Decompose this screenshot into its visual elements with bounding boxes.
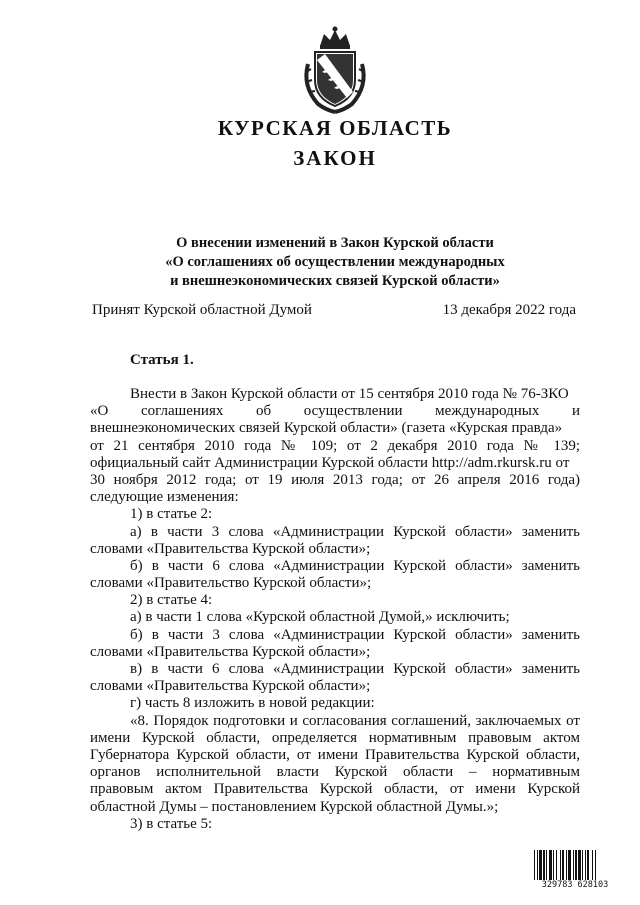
body-line: от 21 сентября 2010 года № 109; от 2 декабря 2010 года № 139; xyxy=(90,437,580,454)
body-line: областной Думы – постановлением Курской областной Думы.»; xyxy=(90,798,499,815)
body-line: 2) в статье 4: xyxy=(130,592,213,609)
region-title: КУРСКАЯ ОБЛАСТЬ xyxy=(217,116,453,140)
body-line: а) в части 3 слова «Администрации Курской области» заменить xyxy=(130,523,580,540)
article-body xyxy=(90,386,580,833)
coat-of-arms-emblem xyxy=(298,24,372,114)
body-line: Губернатора Курской области, от имени Правительства Курской области, xyxy=(90,746,580,763)
law-title-line: «О соглашениях об осуществлении международных xyxy=(165,254,505,270)
body-line: 1) в статье 2: xyxy=(130,506,213,523)
law-title xyxy=(120,234,550,291)
body-line: «8. Порядок подготовки и согласования соглашений, заключаемых от xyxy=(130,712,580,729)
law-title-line: и внешнеэкономических связей Курской области» xyxy=(170,273,500,289)
body-line: б) в части 6 слова «Администрации Курской области» заменить xyxy=(130,557,580,574)
body-line: словами «Правительства Курской области»; xyxy=(90,540,371,557)
body-line: Внести в Закон Курской области от 15 сентября 2010 года № 76-ЗКО xyxy=(130,386,569,402)
body-line: словами «Правительство Курской области»; xyxy=(90,575,372,592)
body-line: следующие изменения: xyxy=(90,489,239,506)
body-line: правовым актом Правительства Курской области, от имени Курской xyxy=(90,781,580,798)
body-line: словами «Правительства Курской области»; xyxy=(90,643,371,660)
body-line: 3) в статье 5: xyxy=(130,815,213,832)
body-line: г) часть 8 изложить в новой редакции: xyxy=(130,695,375,712)
body-line: имени Курской области, определяется нормативным правовым актом xyxy=(90,729,580,746)
adopted-by: Принят Курской областной Думой xyxy=(92,302,312,318)
barcode-number: 329783 628103 xyxy=(532,880,618,890)
law-title-line: О внесении изменений в Закон Курской области xyxy=(176,235,494,251)
body-line: «О соглашениях об осуществлении международных и xyxy=(90,403,580,420)
body-line: в) в части 6 слова «Администрации Курской области» заменить xyxy=(130,661,580,677)
body-line: а) в части 1 слова «Курской областной Думой,» исключить; xyxy=(130,609,510,626)
document-type: ЗАКОН xyxy=(293,146,377,170)
body-line: официальный сайт Администрации Курской области http://adm.rkursk.ru от xyxy=(90,454,570,471)
body-line: внешнеэкономических связей Курской области» (газета «Курская правда» xyxy=(90,420,563,437)
body-line: 30 ноября 2012 года; от 19 июля 2013 года; от 26 апреля 2016 года) xyxy=(90,471,580,488)
body-line: органов исполнительной власти Курской области – нормативным xyxy=(90,764,580,781)
adoption-date: 13 декабря 2022 года xyxy=(442,302,576,318)
body-line: б) в части 3 слова «Администрации Курской области» заменить xyxy=(130,626,580,643)
article-heading: Статья 1. xyxy=(130,352,194,368)
body-line: словами «Правительства Курской области»; xyxy=(90,678,371,695)
